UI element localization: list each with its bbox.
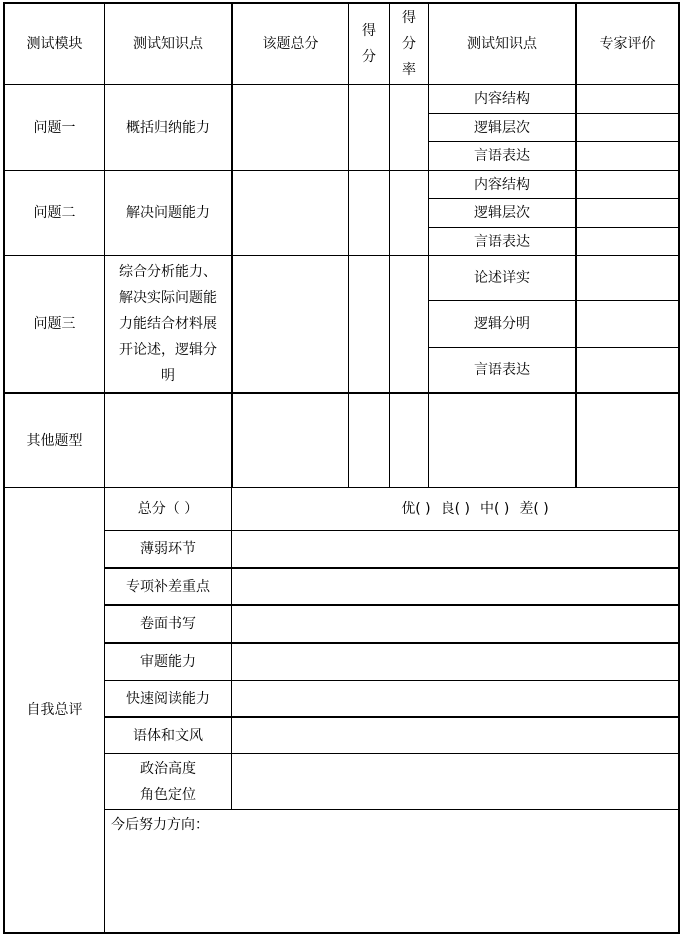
grade-average[interactable]: 中( ): [480, 501, 510, 517]
self-row-remedial-focus: 专项补差重点: [126, 578, 210, 595]
header-knowledge: 测试知识点: [133, 36, 203, 52]
q1-point-3: 言语表达: [474, 148, 530, 164]
header-rate-char2: 分: [402, 36, 416, 52]
q1-point-2: 逻辑层次: [474, 119, 530, 136]
header-knowledge-2: 测试知识点: [467, 36, 537, 52]
header-total-score: 该题总分: [262, 36, 319, 52]
self-row-fast-reading: 快速阅读能力: [126, 690, 210, 707]
hline-self-8: [104, 809, 680, 810]
header-expert-review: 专家评价: [599, 36, 656, 52]
q3-skill-line-5: 明: [161, 368, 175, 384]
other-types: 其他题型: [26, 432, 83, 449]
header-score-rate: [390, 4, 428, 84]
self-row-question-reading: 审题能力: [140, 654, 196, 670]
self-eval-label: 自我总评: [26, 702, 83, 718]
grade-excellent[interactable]: 优( ): [401, 501, 431, 517]
grade-poor[interactable]: 差( ): [519, 501, 549, 517]
self-row-style: 语体和文风: [133, 727, 203, 744]
future-direction-label: 今后努力方向：: [111, 817, 209, 833]
q3-point-3: 言语表达: [474, 362, 530, 378]
self-row-weak-points: 薄弱环节: [140, 541, 196, 557]
q3-point-2: 逻辑分明: [474, 316, 530, 332]
q1-name: 问题一: [33, 119, 76, 136]
q3-skill-line-3: 力能结合材料展: [119, 316, 217, 332]
q2-point-3: 言语表达: [474, 233, 530, 250]
politics-line-2: 角色定位: [140, 786, 196, 803]
q2-point-1: 内容结构: [474, 176, 530, 193]
header-score-char1: 得: [362, 23, 376, 39]
header-module: 测试模块: [26, 36, 83, 52]
hline-q3: [3, 392, 680, 394]
q2-skill: 解决问题能力: [126, 205, 210, 221]
grade-good[interactable]: 良( ): [440, 501, 470, 517]
self-total-score-label: 总分（ ）: [137, 501, 199, 517]
q2-point-2: 逻辑层次: [474, 205, 530, 221]
header-rate-char1: 得: [402, 10, 416, 26]
q3-skill-line-2: 解决实际问题能: [119, 290, 217, 306]
self-row-politics: [105, 754, 231, 809]
self-row-handwriting: 卷面书写: [140, 616, 196, 632]
q1-point-1: 内容结构: [474, 91, 530, 107]
q3-skill-line-4: 开论述，逻辑分: [119, 342, 217, 358]
q3-point-1: 论述详实: [474, 270, 530, 286]
politics-line-1: 政治高度: [140, 760, 196, 777]
header-rate-char3: 率: [402, 62, 416, 78]
header-score-char2: 分: [362, 49, 376, 65]
q3-skill-line-1: 综合分析能力、: [119, 264, 217, 280]
q3-skill: [105, 256, 231, 392]
self-grade-options: [232, 488, 678, 530]
q1-skill: 概括归纳能力: [126, 119, 210, 136]
q2-name: 问题二: [33, 205, 76, 221]
q3-name: 问题三: [33, 316, 76, 332]
header-score: [349, 4, 389, 84]
